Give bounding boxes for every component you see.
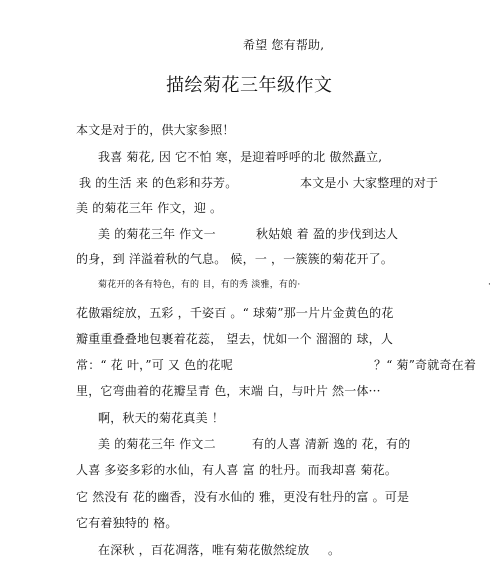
text-line: 本文是小 大家整理的对于 xyxy=(300,176,439,190)
text-line: 秋姑娘 着 盈的步伐到达人 xyxy=(256,227,399,241)
intro-line: 本文是对于的，供大家参照！ xyxy=(76,123,235,137)
text-line: 我喜 菊花, 因 它不怕 寒，是迎着呼呼的北 傲然矗立, xyxy=(98,150,383,164)
text-line: 美 的菊花三年 作文一 xyxy=(98,227,216,241)
text-line: 它有着独特的 格。 xyxy=(76,516,178,530)
text-line: ？“ 菊”奇就奇在着 xyxy=(374,358,477,372)
text-line: 里，它弯曲着的花瓣呈青 色，末端 白，与叶片 然一体··· xyxy=(76,384,381,398)
page-title: 描绘菊花三年级作文 xyxy=(166,75,333,96)
text-line: 花傲霜绽放，五彩 ，千姿百 。“ 球菊”那一片片金黄色的花 xyxy=(76,306,394,320)
text-line-small: 菊花开的各有特色，有的 目，有的秀 淡雅，有的· xyxy=(98,280,301,290)
margin-mark: · xyxy=(488,280,492,290)
greeting-line: 希望 您有帮助, xyxy=(243,38,325,52)
text-line: 我 的生活 来 的色彩和芬芳。 xyxy=(79,176,238,190)
text-line: 。 xyxy=(328,543,341,557)
text-line: 在深秋 ，百花凋落，唯有菊花傲然绽放 xyxy=(98,543,310,557)
text-line: 啊，秋天的菊花真美 ！ xyxy=(98,411,225,425)
text-line: 人喜 多姿多彩的水仙，有人喜 富 的牡丹。而我却喜 菊花。 xyxy=(76,463,398,477)
text-line: 美 的菊花三年 作文二 xyxy=(98,437,216,451)
text-line: 它 然没有 花的幽香，没有水仙的 雅，更没有牡丹的富 。可是 xyxy=(76,490,410,504)
text-line: 常：“ 花 叶，”可 又 色的花呢 xyxy=(76,358,233,372)
text-line: 有的人喜 清新 逸的 花，有的 xyxy=(252,437,411,451)
text-line: 美 的菊花三年 作文，迎 。 xyxy=(76,201,223,215)
text-line: 瓣重重叠叠地包裹着花蕊， 望去，忧如一个 溜溜的 球，人 xyxy=(76,332,394,346)
text-line: 的身，到 洋溢着秋的气息。 候，一 ，一簇簇的菊花开了。 xyxy=(76,252,394,266)
